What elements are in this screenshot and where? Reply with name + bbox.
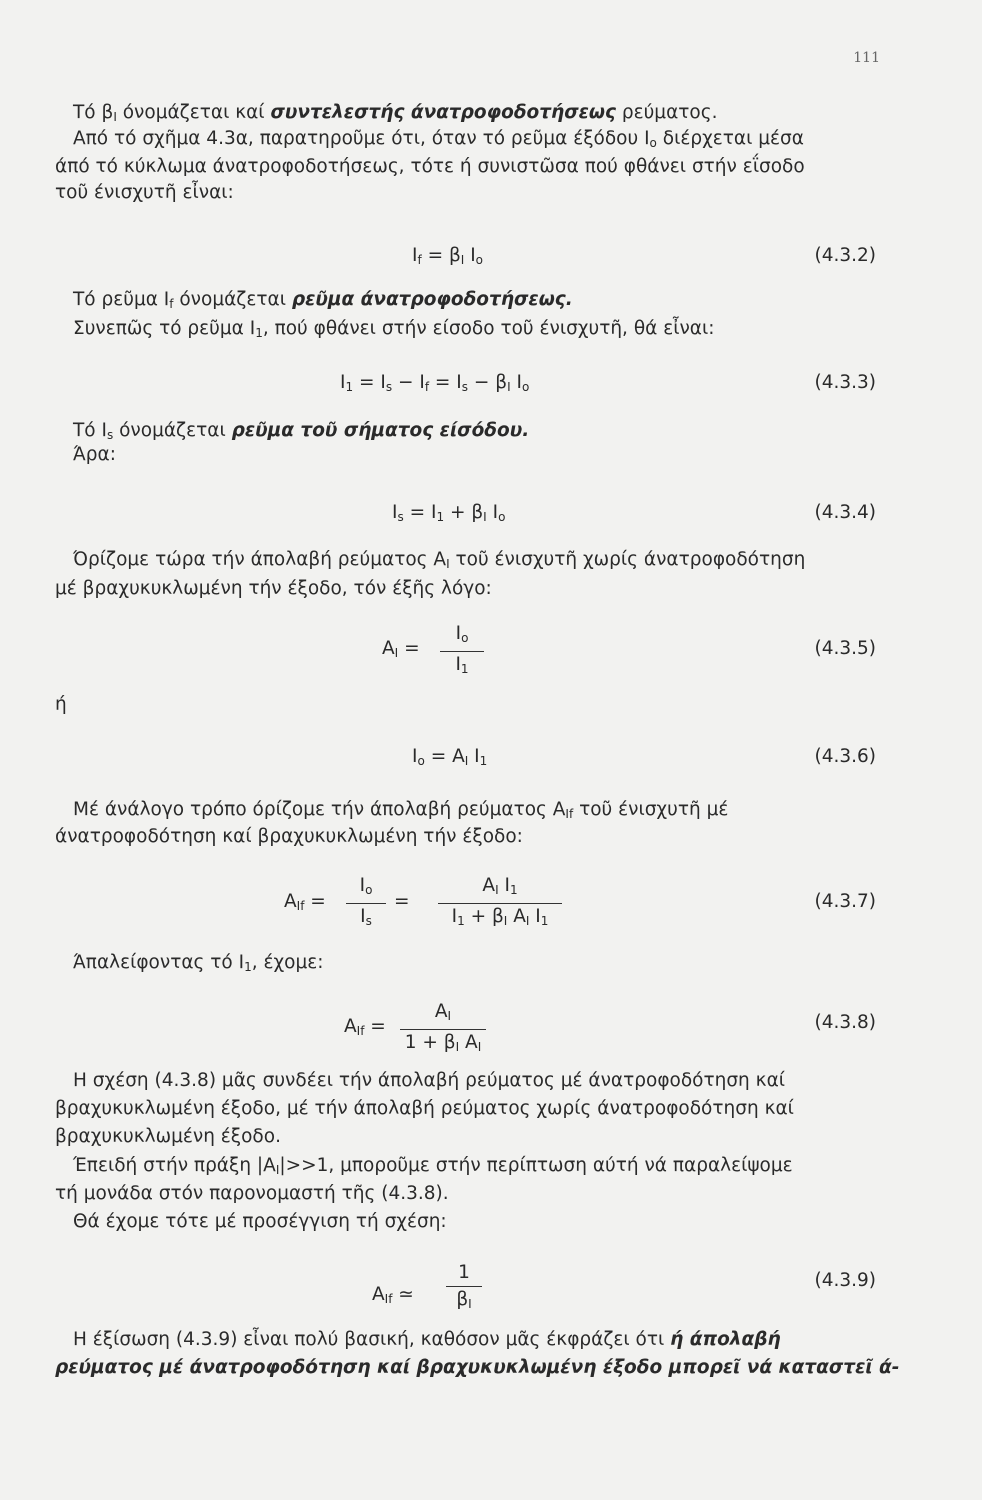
paragraph-feedback-current: Τό ρεῦμα $I_f$ όνομάζεται ρεῦμα άνατροφοδοτήσεως. <box>73 289 573 311</box>
equation-4-3-8-fraction: $A_I$ $1 + \beta_I$ $A_I$ <box>400 1000 486 1059</box>
equation-4-3-3: $I_1 = I_s - I_f = I_s - \beta_I$ $I_o$ <box>340 372 530 394</box>
term-feedback-current: ρεῦμα άνατροφοδοτήσεως. <box>291 289 573 310</box>
paragraph-figure-observation-line2: άπό τό κύκλωμα άνατροφοδοτήσεως, τότε ή συνιστῶσα πού φθάνει στήν εΐσοδο <box>55 156 805 177</box>
paragraph-therefore: Άρα: <box>73 444 116 465</box>
equation-4-3-4: $I_s = I_1 + \beta_I$ $I_o$ <box>392 502 506 524</box>
term-feedback-coefficient: συντελεστής άνατροφοδοτήσεως <box>270 102 616 123</box>
equation-number-4-3-4: (4.3.4) <box>814 502 876 523</box>
paragraph-conclusion-line1: Η έξίσωση (4.3.9) εἶναι πολύ βασική, καθόσον μᾶς έκφράζει ότι ή άπολαβή <box>73 1329 781 1350</box>
equation-number-4-3-5: (4.3.5) <box>814 638 876 659</box>
paragraph-define-gain-line1: Όρίζομε τώρα τήν άπολαβή ρεύματος $A_I$ τοῦ ένισχυτῆ χωρίς άνατροφοδότηση <box>73 549 806 571</box>
paragraph-relation-line1: Η σχέση (4.3.8) μᾶς συνδέει τήν άπολαβή ρεύματος μέ άνατροφοδότηση καί <box>73 1070 786 1091</box>
term-conclusion-continuation: ρεύματος μέ άνατροφοδότηση καί βραχυκυκλωμένη έξοδο μπορεῖ νά καταστεῖ ά- <box>55 1357 900 1378</box>
equation-4-3-8-lhs: $A_{If}$ = <box>344 1016 386 1038</box>
equation-4-3-7-lhs: $A_{If}$ = <box>284 891 326 913</box>
paragraph-figure-observation-line3: τοῦ ένισχυτῆ εἶναι: <box>55 182 234 203</box>
paragraph-eliminating: Άπαλείφοντας τό $I_1$, έχομε: <box>73 952 324 974</box>
page-number: 111 <box>853 50 880 66</box>
equation-4-3-6: $I_o = A_I$ $I_1$ <box>412 746 488 768</box>
equation-4-3-5-lhs: $A_I$ = <box>382 638 420 660</box>
paragraph-approximation: Θά έχομε τότε μέ προσέγγιση τή σχέση: <box>73 1211 447 1232</box>
term-signal-current: ρεῦμα τοῦ σήματος είσόδου. <box>231 420 530 441</box>
paragraph-gain-with-feedback-line1: Μέ άνάλογο τρόπο όρίζομε τήν άπολαβή ρεύματος $A_{If}$ τοῦ ένισχυτῆ μέ <box>73 799 729 821</box>
paragraph-figure-observation-line1: Από τό σχῆμα 4.3α, παρατηροῦμε ότι, όταν τό ρεῦμα έξόδου $I_o$ διέρχεται μέσα <box>73 128 804 150</box>
equation-number-4-3-3: (4.3.3) <box>814 372 876 393</box>
equation-number-4-3-8: (4.3.8) <box>814 1012 876 1033</box>
paragraph-relation-line3: βραχυκυκλωμένη έξοδο. <box>55 1126 281 1147</box>
equation-4-3-9-fraction: 1 $\beta_I$ <box>446 1261 482 1316</box>
paragraph-conclusion-line2 <box>55 1355 900 1381</box>
paragraph-relation-line2: βραχυκυκλωμένη έξοδο, μέ τήν άπολαβή ρεύματος χωρίς άνατροφοδότηση καί <box>55 1098 794 1119</box>
equation-number-4-3-9: (4.3.9) <box>814 1270 876 1291</box>
paragraph-practice-line1: Έπειδή στήν πράξη $|A_I|>>1$, μποροῦμε στήν περίπτωση αύτή νά παραλείψομε <box>73 1155 793 1177</box>
equation-4-3-9-lhs: $A_{If}$ ≃ <box>372 1284 414 1306</box>
equation-4-3-7-fraction-1: $I_o$ $I_s$ <box>346 874 386 933</box>
paragraph-input-current: Συνεπῶς τό ρεῦμα $I_1$, πού φθάνει στήν είσοδο τοῦ ένισχυτῆ, θά εἶναι: <box>73 318 715 340</box>
equation-4-3-7-fraction-2: $A_I$ $I_1$ $I_1 + \beta_I$ $A_I$ $I_1$ <box>438 874 562 933</box>
equation-number-4-3-7: (4.3.7) <box>814 891 876 912</box>
equation-4-3-2: $I_f = \beta_I$ $I_o$ <box>412 245 484 267</box>
paragraph-practice-line2: τή μονάδα στόν παρονομαστή τῆς (4.3.8). <box>55 1183 449 1204</box>
paragraph-define-gain-line2: μέ βραχυκυκλωμένη τήν έξοδο, τόν έξῆς λόγο: <box>55 578 492 599</box>
equation-4-3-5-fraction: $I_o$ $I_1$ <box>440 622 484 681</box>
paragraph-gain-with-feedback-line2: άνατροφοδότηση καί βραχυκυκλωμένη τήν έξοδο: <box>55 826 523 847</box>
equation-4-3-7-equals: = <box>394 891 410 912</box>
or-connector: ή <box>55 694 67 715</box>
term-conclusion-start: ή άπολαβή <box>670 1329 781 1350</box>
equation-number-4-3-6: (4.3.6) <box>814 746 876 767</box>
paragraph-signal-current: Τό $I_s$ όνομάζεται ρεῦμα τοῦ σήματος είσόδου. <box>73 420 530 442</box>
paragraph-feedback-coefficient: Τό $\beta_I$ όνομάζεται καί συντελεστής άνατροφοδοτήσεως ρεύματος. <box>73 102 718 124</box>
equation-number-4-3-2: (4.3.2) <box>814 245 876 266</box>
